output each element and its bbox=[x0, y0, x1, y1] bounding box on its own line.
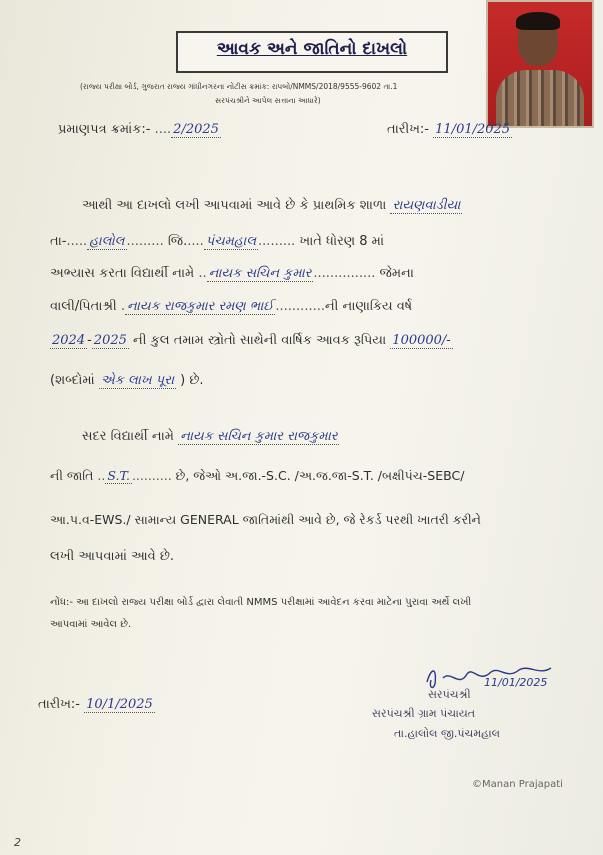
words-end: ) છે. bbox=[180, 373, 204, 388]
certificate-number-value: 2/2025 bbox=[173, 122, 219, 137]
intro-text: આથી આ દાખલો લખી આપવામાં આવે છે કે પ્રાથમિક શાળા bbox=[82, 198, 387, 213]
district-value: પંચમહાલ bbox=[205, 234, 257, 249]
footer-date-label: તારીખ:- bbox=[38, 697, 80, 712]
sarpanch-title: સરપંચશ્રી bbox=[428, 688, 471, 701]
certificate-date-value: 11/01/2025 bbox=[435, 122, 511, 137]
income-row: 2024 - 2025 ની કુલ તમામ સ્ત્રોતો સાથેની વાર્ષિક આવક રૂપિયા 100000/- bbox=[52, 333, 451, 348]
certificate-number-label: પ્રમાણપત્ર ક્રમાંક:- bbox=[58, 122, 151, 137]
student-photo bbox=[486, 0, 594, 128]
taluka-value: હાલોલ bbox=[89, 234, 125, 249]
words-label: (શબ્દોમાં bbox=[50, 373, 95, 388]
footer-date-value: 10/1/2025 bbox=[86, 697, 153, 712]
guardian-label: વાલી/પિતાશ્રી bbox=[50, 299, 117, 314]
caste-options-row-2: આ.પ.વ-EWS./ સામાન્ય GENERAL જાતિમાંથી આવે છે, જે રેકર્ડ પરથી ખાતરી કરીને bbox=[50, 512, 481, 527]
corner-mark: 2 bbox=[14, 836, 21, 849]
year-to: 2025 bbox=[93, 333, 127, 348]
caste-options: છે, જેઓ અ.જા.-S.C. /અ.જ.જા-S.T. /બક્ષીપંચ-SEBC/ bbox=[175, 468, 465, 483]
income-text: ની કુલ તમામ સ્ત્રોતો સાથેની વાર્ષિક આવક રૂપિયા bbox=[133, 333, 387, 348]
stamp-line-1: સરપંચશ્રી ગ્રામ પંચાયત bbox=[372, 707, 476, 720]
student-label: અભ્યાસ કરતા વિદ્યાર્થી નામે bbox=[50, 266, 195, 281]
jemna-text: જેમના bbox=[379, 266, 414, 281]
title-box bbox=[176, 31, 448, 73]
taluka-row: તા-..... હાલોલ ......... જિ..... પંચમહાલ ......... ખાતે ધોરણ 8 માં bbox=[50, 234, 385, 249]
certificate-number-row: પ્રમાણપત્ર ક્રમાંક:- .... 2/2025 bbox=[58, 122, 219, 137]
guardian-name: નાયક રાજકુમાર રમણ ભાઈ bbox=[126, 299, 274, 314]
taluka-label: તા- bbox=[50, 234, 67, 249]
page-title: આવક અને જાતિનો દાખલો bbox=[216, 39, 408, 59]
certificate-date-label: તારીખ:- bbox=[387, 122, 429, 137]
words-row bbox=[50, 373, 204, 388]
student-again-row bbox=[82, 429, 339, 444]
credit-watermark: ©Manan Prajapati bbox=[472, 779, 563, 790]
income-value: 100000/- bbox=[392, 333, 451, 348]
certificate-date-row bbox=[387, 122, 512, 137]
student-again-label: સદર વિદ્યાર્થી નામે bbox=[82, 429, 174, 444]
fy-text: ની નાણાકિય વર્ષ bbox=[324, 299, 413, 314]
intro-row bbox=[82, 198, 462, 213]
student-name: નાયક સચિન કુમાર bbox=[208, 266, 312, 281]
stamp-line-2: તા.હાલોલ જી.પંચમહાલ bbox=[394, 727, 500, 740]
note-line-2: આપવામાં આવેલ છે. bbox=[50, 619, 132, 630]
footer-date-row bbox=[38, 697, 155, 712]
closing-line: લખી આપવામાં આવે છે. bbox=[50, 549, 175, 564]
notice-line-2: સરપંચશ્રીને આપેલ સત્તાના આધારે) bbox=[215, 96, 321, 105]
year-from: 2024 bbox=[52, 333, 86, 348]
notice-line-1: (રાજ્ય પરીક્ષા બોર્ડ, ગુજરાત રાજ્ય ગાંધીનગરના નોટીસ ક્રમાંક: રાપબો/NMMS/2018/9555-9602 તા.1 bbox=[80, 82, 398, 91]
caste-row: ની જાતિ .. S.T. .......... છે, જેઓ અ.જા.-S.C. /અ.જ.જા-S.T. /બક્ષીપંચ-SEBC/ bbox=[50, 468, 465, 483]
student-row: અભ્યાસ કરતા વિદ્યાર્થી નામે .. નાયક સચિન કુમાર ............... જેમના bbox=[50, 266, 414, 281]
district-label: જિ. bbox=[167, 234, 188, 249]
words-value: એક લાખ પૂરા bbox=[100, 373, 175, 388]
guardian-row: વાલી/પિતાશ્રી . નાયક રાજકુમાર રમણ ભાઈ ............ની નાણાકિય વર્ષ bbox=[50, 299, 413, 314]
student-again-name: નાયક સચિન કુમાર રાજકુમાર bbox=[180, 429, 338, 444]
caste-label: ની જાતિ bbox=[50, 468, 94, 483]
school-name: રાયણવાડીયા bbox=[392, 198, 461, 213]
signature-date: 11/01/2025 bbox=[484, 676, 548, 689]
caste-value: S.T. bbox=[107, 468, 130, 483]
standard-text: ખાતે ધોરણ 8 માં bbox=[299, 234, 385, 249]
note-line-1: નોંધ:- આ દાખલો રાજ્ય પરીક્ષા બોર્ડ દ્વારા લેવાતી NMMS પરીક્ષામાં આવેદન કરવા માટેના પુરાવા અર્થે લખી bbox=[50, 597, 472, 608]
